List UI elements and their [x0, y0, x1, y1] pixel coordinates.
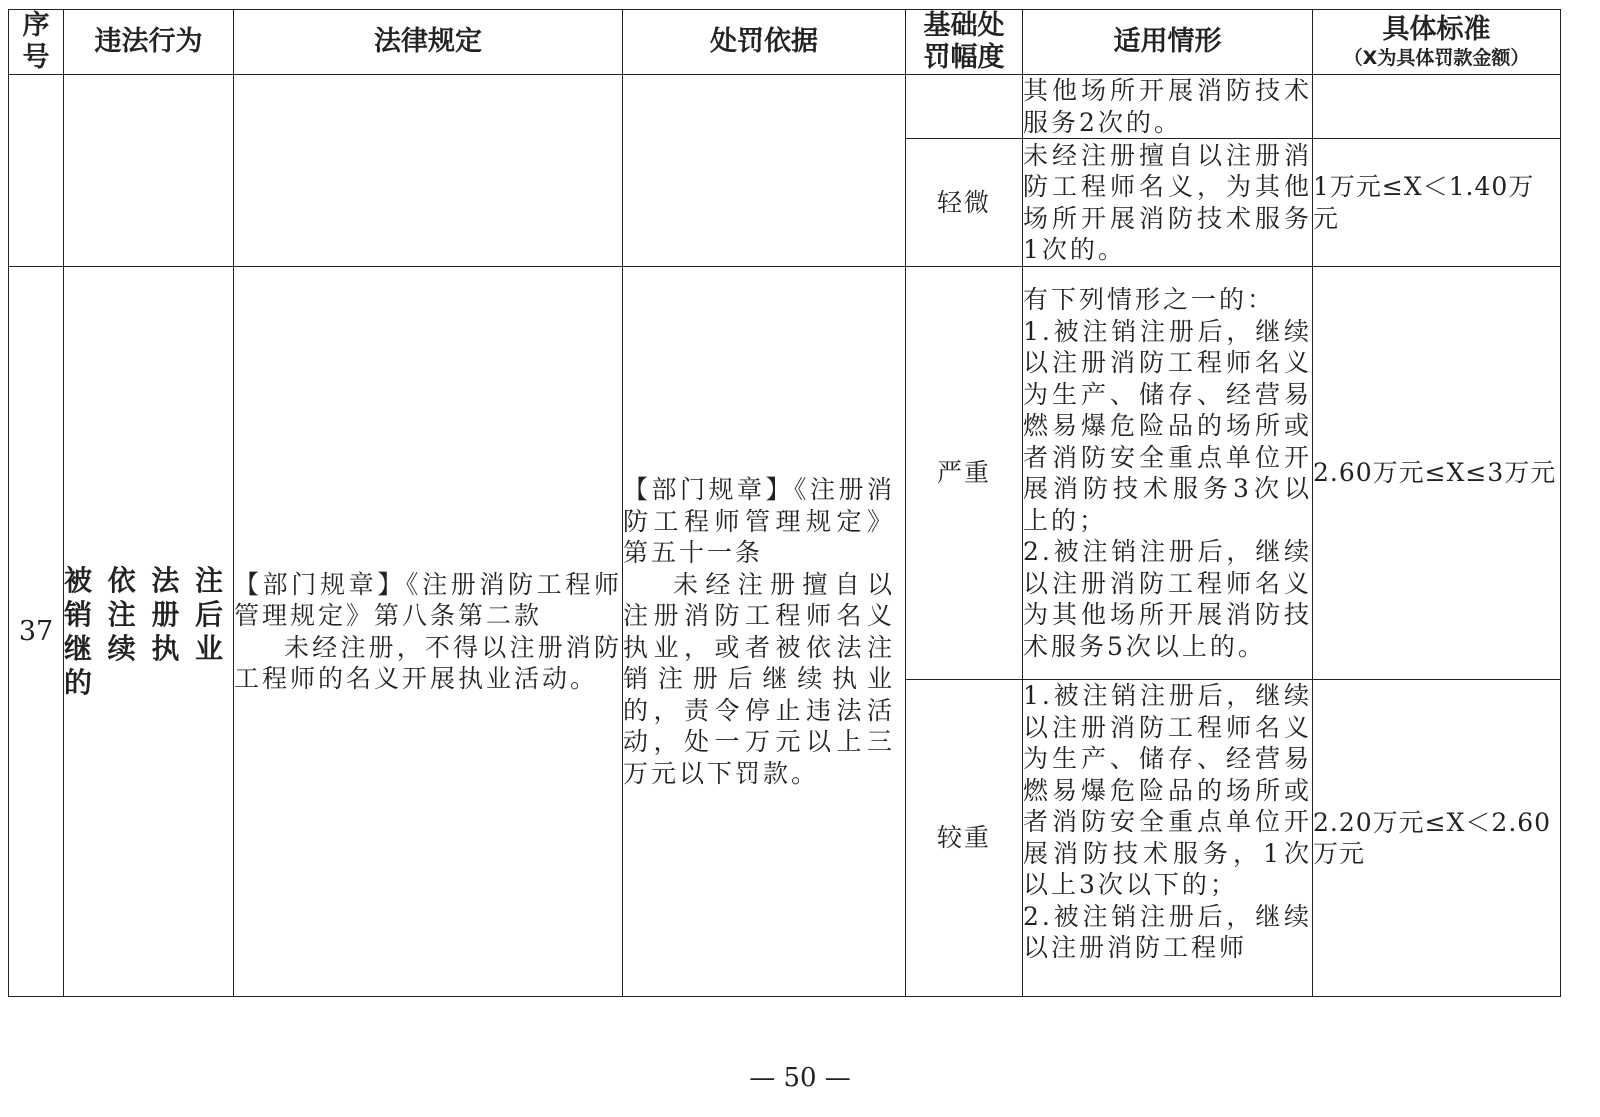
row-37-law: [234, 267, 623, 997]
header-act: 违法行为: [64, 10, 234, 75]
cont-basis-cell: [623, 75, 906, 267]
row-37-standard-2: 2.20万元≤X＜2.60万元: [1313, 680, 1561, 997]
table-header-row: [9, 10, 1561, 75]
cont-standard-2: 1万元≤X＜1.40万元: [1313, 139, 1561, 267]
row-37-law-head: 【部门规章】《注册消防工程师管理规定》第八条第二款: [234, 569, 622, 630]
header-degree: 基础处罚幅度: [906, 10, 1023, 75]
row-37-law-body: 未经注册，不得以注册消防工程师的名义开展执业活动。: [234, 632, 622, 693]
table-row: [9, 267, 1561, 680]
row-37-standard-1: 2.60万元≤X≤3万元: [1313, 267, 1561, 680]
cont-law-cell: [234, 75, 623, 267]
row-37-degree-1: 严重: [906, 267, 1023, 680]
page-number: — 50 —: [749, 1063, 851, 1093]
header-standard: [1313, 10, 1561, 75]
row-37-seq: 37: [9, 267, 64, 997]
row-37-situation-1: 有下列情形之一的： 1.被注销注册后，继续以注册消防工程师名义为生产、储存、经营易燃易爆危险品的场所或者消防安全重点单位开展消防技术服务3次以上的； 2.被注销注册后，继续以注册消防工程师名义为其他场所开展消防技术服务5次以上的。: [1023, 267, 1313, 680]
header-situation: 适用情形: [1023, 10, 1313, 75]
cont-situation-2: 未经注册擅自以注册消防工程师名义，为其他场所开展消防技术服务1次的。: [1023, 139, 1313, 267]
cont-situation-1: 其他场所开展消防技术服务2次的。: [1023, 76, 1312, 137]
row-37-act: 被依法注销注册后继续执业的: [64, 267, 234, 997]
row-37-basis-head: 【部门规章】《注册消防工程师管理规定》第五十一条: [623, 475, 895, 567]
penalty-standard-table: [8, 9, 1561, 997]
header-standard-note: （X为具体罚款金额）: [1343, 47, 1530, 69]
table-row: [9, 75, 1561, 139]
row-37-degree-2: 较重: [906, 680, 1023, 997]
cont-degree-cell: [906, 75, 1023, 139]
header-law: 法律规定: [234, 10, 623, 75]
cont-act-cell: [64, 75, 234, 267]
header-seq: 序号: [9, 10, 64, 75]
header-basis: 处罚依据: [623, 10, 906, 75]
header-standard-title: 具体标准: [1382, 14, 1491, 45]
row-37-situation-2: 1.被注销注册后，继续以注册消防工程师名义为生产、储存、经营易燃易爆危险品的场所或者消防安全重点单位开展消防技术服务，1次以上3次以下的； 2.被注销注册后，继续以注册消防工程师: [1023, 680, 1313, 997]
row-37-basis: [623, 267, 906, 997]
row-37-basis-body: 未经注册擅自以注册消防工程师名义执业，或者被依法注销注册后继续执业的，责令停止违法活动，处一万元以上三万元以下罚款。: [623, 569, 895, 788]
cont-degree-2: 轻微: [906, 139, 1023, 267]
cont-standard-cell: [1313, 75, 1561, 139]
cont-seq-cell: [9, 75, 64, 267]
